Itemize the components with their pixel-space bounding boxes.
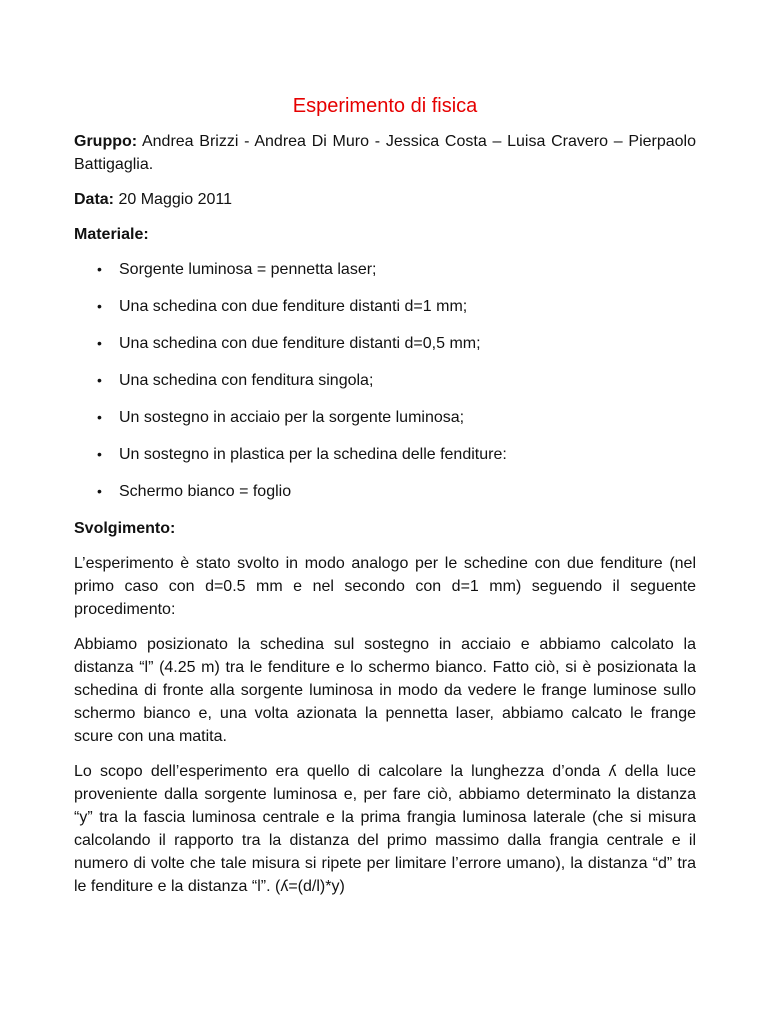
materials-heading: Materiale: <box>74 226 149 243</box>
list-item <box>74 406 696 429</box>
date-line <box>74 188 696 211</box>
procedure-paragraph-1: L’esperimento è stato svolto in modo analogo per le schedine con due fenditure (nel primo caso con d=0.5 mm e nel secondo con d=1 mm) seguendo il seguente procedimento: <box>74 555 696 618</box>
date-label: Data: <box>74 191 115 208</box>
list-item <box>74 332 696 355</box>
bullet-icon: • <box>97 409 102 425</box>
list-item <box>74 369 696 392</box>
document-title: Esperimento di fisica <box>292 95 478 117</box>
bullet-icon: • <box>97 335 102 351</box>
list-item-text: Una schedina con fenditura singola; <box>119 372 374 389</box>
list-item-text: Un sostegno in acciaio per la sorgente luminosa; <box>119 409 465 426</box>
materials-list <box>74 258 696 503</box>
list-item-text: Schermo bianco = foglio <box>119 483 292 500</box>
bullet-icon: • <box>97 261 102 277</box>
list-item-text: Una schedina con due fenditure distanti d=0,5 mm; <box>119 335 481 352</box>
group-label: Gruppo: <box>74 133 138 150</box>
list-item-text: Un sostegno in plastica per la schedina delle fenditure: <box>119 446 507 463</box>
list-item <box>74 443 696 466</box>
bullet-icon: • <box>97 446 102 462</box>
list-item <box>74 258 696 281</box>
list-item-text: Una schedina con due fenditure distanti d=1 mm; <box>119 298 468 315</box>
procedure-heading: Svolgimento: <box>74 520 176 537</box>
bullet-icon: • <box>97 372 102 388</box>
list-item-text: Sorgente luminosa = pennetta laser; <box>119 261 377 278</box>
list-item <box>74 295 696 318</box>
group-members: Andrea Brizzi - Andrea Di Muro - Jessica Costa – Luisa Cravero – Pierpaolo Battigaglia. <box>74 133 697 173</box>
date-value: 20 Maggio 2011 <box>118 191 233 208</box>
bullet-icon: • <box>97 298 102 314</box>
list-item <box>74 480 696 503</box>
procedure-paragraph-2: Abbiamo posizionato la schedina sul sostegno in acciaio e abbiamo calcolato la distanza “l” (4.25 m) tra le fenditure e lo schermo bianco. Fatto ciò, si è posizionata la schedina di fronte alla sorgente luminosa in modo da vedere le frange luminose sullo schermo bianco e, una volta azionata la pennetta laser, abbiamo calcato le frange scure con una matita. <box>74 636 696 745</box>
bullet-icon: • <box>97 483 102 499</box>
procedure-paragraph-3: Lo scopo dell’esperimento era quello di calcolare la lunghezza d’onda ʎ della luce proveniente dalla sorgente luminosa e, per fare ciò, abbiamo determinato la distanza “y” tra la fascia luminosa centrale e la prima frangia luminosa laterale (che si misura calcolando il rapporto tra la distanza del primo massimo dalla frangia centrale e il numero di volte che tale misura si ripete per limitare l’errore umano), la distanza “d” tra le fenditure e la distanza “l”. (ʎ=(d/l)*y) <box>74 763 696 895</box>
group-line <box>74 130 696 176</box>
